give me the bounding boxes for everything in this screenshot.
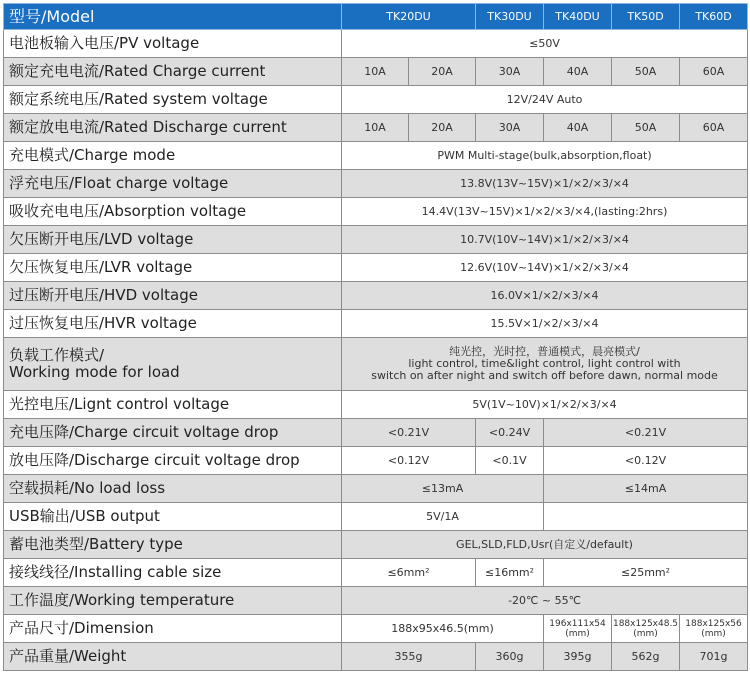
row-charge-current <box>4 58 748 86</box>
row-lvd-voltage <box>4 226 748 254</box>
row-cable-size <box>4 559 748 587</box>
row-value: 30A <box>476 114 544 142</box>
row-value: 50A <box>612 114 680 142</box>
row-hvd-voltage <box>4 282 748 310</box>
row-label: 过压断开电压/HVD voltage <box>4 282 342 310</box>
row-label: 欠压断开电压/LVD voltage <box>4 226 342 254</box>
row-value: ≤16mm² <box>476 559 544 587</box>
row-label: 工作温度/Working temperature <box>4 587 342 615</box>
row-value: 10.7V(10V~14V)×1/×2/×3/×4 <box>342 226 748 254</box>
row-value: ≤13mA <box>342 475 544 503</box>
dimension-line: 188x125x56 <box>685 618 742 629</box>
row-value: 13.8V(13V~15V)×1/×2/×3/×4 <box>342 170 748 198</box>
row-charge-drop <box>4 419 748 447</box>
dimension-unit: (mm) <box>565 628 590 639</box>
row-value: GEL,SLD,FLD,Usr(自定义/default) <box>342 531 748 559</box>
row-value: 40A <box>544 58 612 86</box>
row-hvr-voltage <box>4 310 748 338</box>
row-value <box>544 615 612 643</box>
model-tk20du: TK20DU <box>342 4 476 30</box>
row-value: 40A <box>544 114 612 142</box>
row-value: ≤14mA <box>544 475 748 503</box>
header-label: 型号/Model <box>4 4 342 30</box>
row-value <box>342 338 748 391</box>
row-value: <0.21V <box>544 419 748 447</box>
row-value <box>612 615 680 643</box>
row-value-line: 纯光控，光时控，普通模式，晨亮模式/ <box>449 345 640 358</box>
row-weight <box>4 643 748 671</box>
header-row <box>4 4 748 30</box>
row-usb-output <box>4 503 748 531</box>
row-value: 14.4V(13V~15V)×1/×2/×3/×4,(lasting:2hrs) <box>342 198 748 226</box>
model-tk30du: TK30DU <box>476 4 544 30</box>
row-label: 光控电压/Lignt control voltage <box>4 391 342 419</box>
row-label: 额定充电电流/Rated Charge current <box>4 58 342 86</box>
row-value: 355g <box>342 643 476 671</box>
row-value: 10A <box>342 114 409 142</box>
row-value: 562g <box>612 643 680 671</box>
row-label: 蓄电池类型/Battery type <box>4 531 342 559</box>
model-tk60d: TK60D <box>680 4 748 30</box>
row-label: 空载损耗/No load loss <box>4 475 342 503</box>
row-discharge-current <box>4 114 748 142</box>
row-label: 产品尺寸/Dimension <box>4 615 342 643</box>
row-float-voltage <box>4 170 748 198</box>
row-value: 20A <box>409 114 476 142</box>
row-value: 50A <box>612 58 680 86</box>
dimension-unit: (mm) <box>633 628 658 639</box>
row-value: PWM Multi-stage(bulk,absorption,float) <box>342 142 748 170</box>
row-value: 395g <box>544 643 612 671</box>
row-value: <0.12V <box>342 447 476 475</box>
row-label: 接线线径/Installing cable size <box>4 559 342 587</box>
row-label: 额定系统电压/Rated system voltage <box>4 86 342 114</box>
row-label: 额定放电电流/Rated Discharge current <box>4 114 342 142</box>
row-label-line: Working mode for load <box>9 363 180 381</box>
row-value: 60A <box>680 58 748 86</box>
row-label: 产品重量/Weight <box>4 643 342 671</box>
spec-table <box>3 3 748 671</box>
row-charge-mode <box>4 142 748 170</box>
row-working-mode <box>4 338 748 391</box>
dimension-unit: (mm) <box>701 628 726 639</box>
row-value: 360g <box>476 643 544 671</box>
row-value: 60A <box>680 114 748 142</box>
row-value-line: light control, time&light control, light control with <box>408 357 681 370</box>
row-label <box>4 338 342 391</box>
row-value: <0.21V <box>342 419 476 447</box>
row-lvr-voltage <box>4 254 748 282</box>
row-value: -20℃ ~ 55℃ <box>342 587 748 615</box>
row-label: 吸收充电电压/Absorption voltage <box>4 198 342 226</box>
row-value: <0.12V <box>544 447 748 475</box>
row-no-load-loss <box>4 475 748 503</box>
row-discharge-drop <box>4 447 748 475</box>
row-label-line: 负载工作模式/ <box>9 346 105 364</box>
row-label: USB输出/USB output <box>4 503 342 531</box>
row-label: 充电模式/Charge mode <box>4 142 342 170</box>
row-value: 30A <box>476 58 544 86</box>
row-system-voltage <box>4 86 748 114</box>
row-value: 5V/1A <box>342 503 544 531</box>
row-absorption-voltage <box>4 198 748 226</box>
row-label: 浮充电压/Float charge voltage <box>4 170 342 198</box>
row-label: 充电压降/Charge circuit voltage drop <box>4 419 342 447</box>
row-value: 188x95x46.5(mm) <box>342 615 544 643</box>
row-label: 过压恢复电压/HVR voltage <box>4 310 342 338</box>
row-value: <0.24V <box>476 419 544 447</box>
row-light-control-voltage <box>4 391 748 419</box>
row-value-empty <box>544 503 748 531</box>
model-tk40du: TK40DU <box>544 4 612 30</box>
row-pv-voltage <box>4 30 748 58</box>
row-value: ≤50V <box>342 30 748 58</box>
row-value: 12.6V(10V~14V)×1/×2/×3/×4 <box>342 254 748 282</box>
row-value: 15.5V×1/×2/×3/×4 <box>342 310 748 338</box>
row-value <box>680 615 748 643</box>
row-value: 20A <box>409 58 476 86</box>
row-dimension <box>4 615 748 643</box>
row-value: 16.0V×1/×2/×3/×4 <box>342 282 748 310</box>
row-value: 12V/24V Auto <box>342 86 748 114</box>
row-value: ≤25mm² <box>544 559 748 587</box>
row-working-temperature <box>4 587 748 615</box>
model-tk50d: TK50D <box>612 4 680 30</box>
row-value: ≤6mm² <box>342 559 476 587</box>
dimension-line: 196x111x54 <box>549 618 606 629</box>
row-value: 10A <box>342 58 409 86</box>
row-value: <0.1V <box>476 447 544 475</box>
row-label: 电池板输入电压/PV voltage <box>4 30 342 58</box>
row-battery-type <box>4 531 748 559</box>
row-label: 欠压恢复电压/LVR voltage <box>4 254 342 282</box>
row-label: 放电压降/Discharge circuit voltage drop <box>4 447 342 475</box>
dimension-line: 188x125x48.5 <box>612 618 679 629</box>
row-value-line: switch on after night and switch off before dawn, normal mode <box>371 369 718 382</box>
row-value: 5V(1V~10V)×1/×2/×3/×4 <box>342 391 748 419</box>
row-value: 701g <box>680 643 748 671</box>
